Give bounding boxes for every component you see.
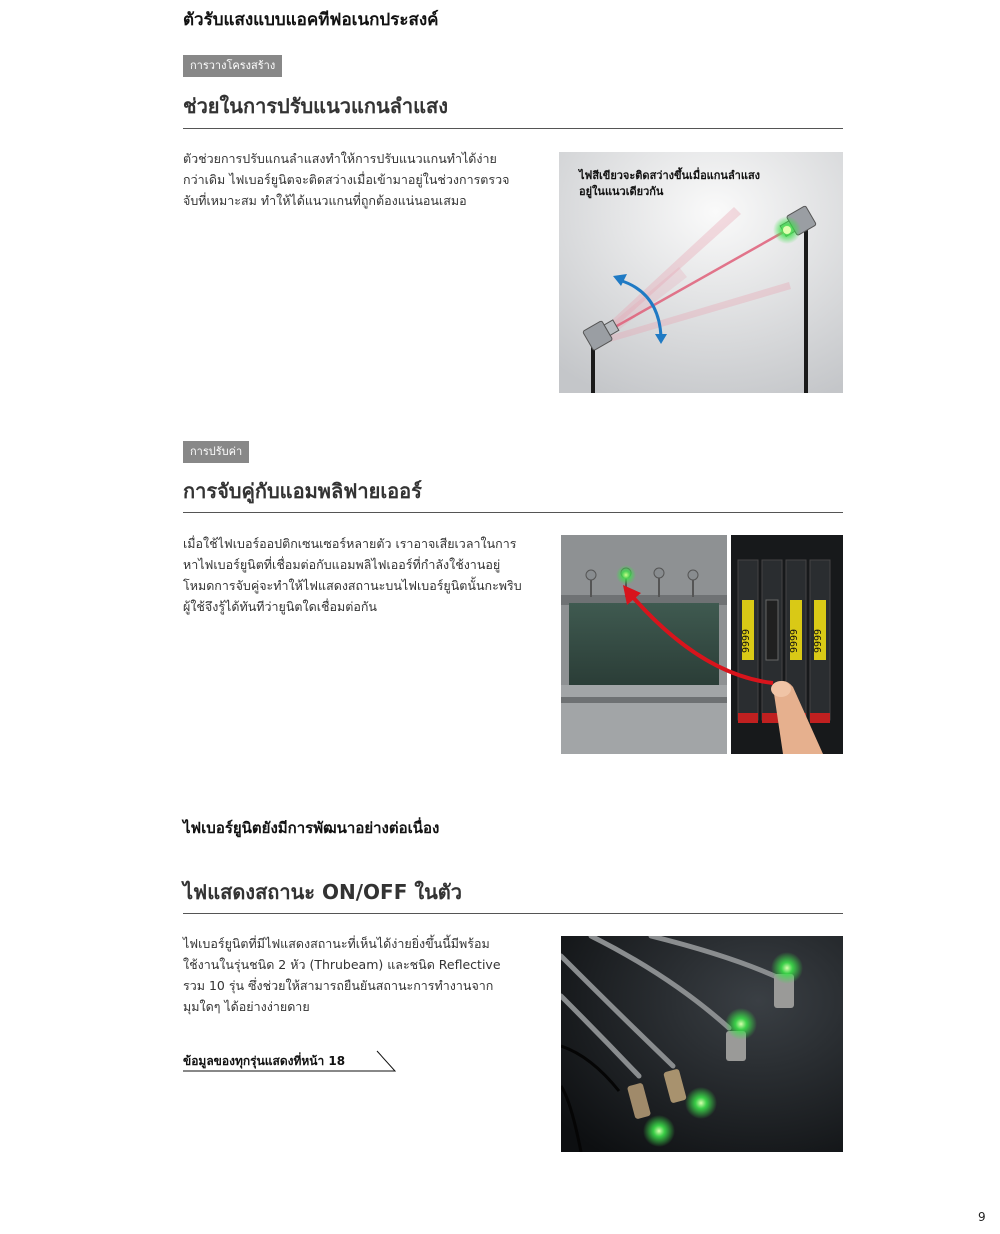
section-tag: การวางโครงสร้าง: [183, 55, 282, 77]
page-reference-label: ข้อมูลของทุกรุ่นแสดงที่หน้า 18: [183, 1054, 346, 1068]
image-caption: ไฟสีเขียวจะติดสว่างขึ้นเมื่อแกนลำแสง: [579, 169, 761, 182]
section-body: ตัวช่วยการปรับแกนลำแสงทำให้การปรับแนวแกนทำได้ง่ายกว่าเดิม ไฟเบอร์ยูนิตจะติดสว่างเมื่อเข้ามาอยู่ในช่วงการตรวจจับที่เหมาะสม ทำให้ได้แนวแกนที่ถูกต้องแน่นอนเสมอ: [183, 151, 510, 208]
green-led-indicator: [725, 1008, 757, 1040]
section-heading: ช่วยในการปรับแนวแกนลำแสง: [183, 94, 448, 118]
section-tag: การปรับค่า: [183, 441, 249, 463]
page-number: 9: [978, 1210, 986, 1224]
page-title: ตัวรับแสงแบบแอคทีฟอเนกประสงค์: [183, 10, 439, 30]
divider: [183, 128, 843, 129]
amplifier-pairing-illustration: [561, 535, 843, 754]
amplifier-pairing-image: [561, 535, 843, 754]
section-heading: ไฟแสดงสถานะ ON/OFF ในตัว: [183, 880, 462, 904]
amplifier-display: 9999: [813, 628, 824, 653]
section-heading: การจับคู่กับแอมพลิฟายเออร์: [183, 479, 422, 503]
green-led-indicator: [643, 1115, 675, 1147]
divider: [183, 913, 843, 914]
beam-alignment-illustration: [559, 152, 843, 393]
section-body: ไฟเบอร์ยูนิตที่มีไฟแสดงสถานะที่เห็นได้ง่ายยิ่งขึ้นนี้มีพร้อมใช้งานในรุ่นชนิด 2 หัว (Thrubeam) และชนิด Reflective รวม 10 รุ่น ซึ่งช่วยให้สามารถยืนยันสถานะการทำงานจากมุมใดๆ ได้อย่างง่ายดาย: [183, 936, 501, 1014]
beam-alignment-image: [559, 152, 843, 393]
section-subtitle: ไฟเบอร์ยูนิตยังมีการพัฒนาอย่างต่อเนื่อง: [183, 819, 440, 837]
page-reference-link[interactable]: [183, 1050, 398, 1075]
link-underline-arrow-icon: [183, 1050, 398, 1075]
green-led-indicator: [771, 952, 803, 984]
amplifier-display: 9999: [789, 628, 800, 653]
fiber-units-image: [561, 936, 843, 1152]
divider: [183, 512, 843, 513]
image-caption: อยู่ในแนวเดียวกัน: [579, 185, 664, 198]
green-led-indicator: [685, 1087, 717, 1119]
fiber-units-illustration: [561, 936, 843, 1152]
green-led-indicator: [616, 565, 636, 585]
amplifier-display: 9999: [741, 628, 752, 653]
section-body: เมื่อใช้ไฟเบอร์ออปติกเซนเซอร์หลายตัว เราอาจเสียเวลาในการหาไฟเบอร์ยูนิตที่เชื่อมต่อกับแอมพลิไฟเออร์ที่กำลังใช้งานอยู่ โหมดการจับคู่จะทำให้ไฟแสดงสถานะบนไฟเบอร์ยูนิตนั้นกะพริบ ผู้ใช้จึงรู้ได้ทันทีว่ายูนิตใดเชื่อมต่อกัน: [183, 536, 522, 614]
